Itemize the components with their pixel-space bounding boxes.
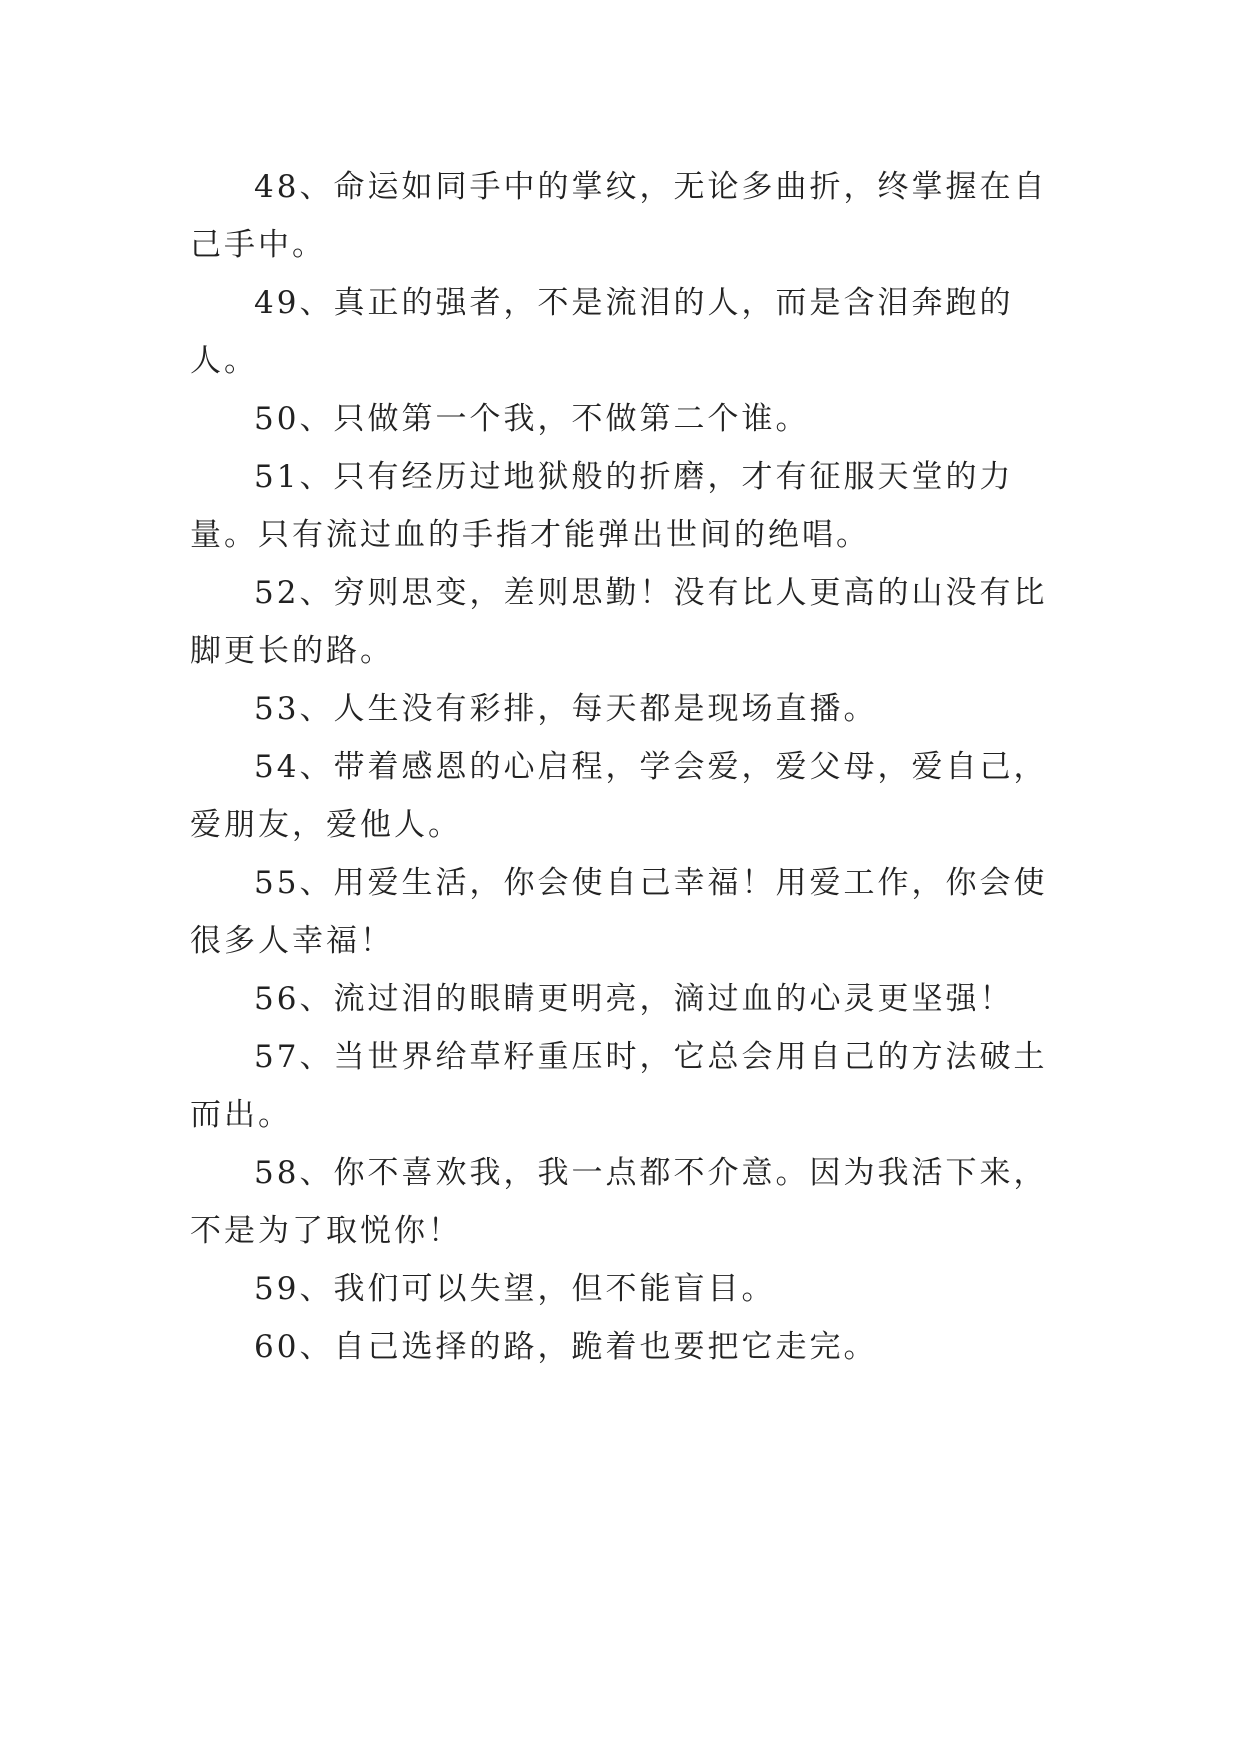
quote-55: 55、用爱生活，你会使自己幸福！用爱工作，你会使很多人幸福！ <box>190 865 1048 959</box>
quote-56: 56、流过泪的眼睛更明亮，滴过血的心灵更坚强！ <box>254 981 1014 1017</box>
quote-57: 57、当世界给草籽重压时，它总会用自己的方法破土而出。 <box>190 1039 1048 1133</box>
quote-49: 49、真正的强者，不是流泪的人，而是含泪奔跑的人。 <box>190 285 1014 379</box>
quote-54: 54、带着感恩的心启程，学会爱，爱父母，爱自己，爱朋友，爱他人。 <box>190 749 1048 843</box>
quote-51: 51、只有经历过地狱般的折磨，才有征服天堂的力量。只有流过血的手指才能弹出世间的绝唱。 <box>190 459 1014 553</box>
quote-59: 59、我们可以失望，但不能盲目。 <box>254 1271 776 1307</box>
quote-50: 50、只做第一个我，不做第二个谁。 <box>254 401 810 437</box>
quote-58: 58、你不喜欢我，我一点都不介意。因为我活下来，不是为了取悦你！ <box>190 1155 1048 1249</box>
quote-list <box>190 158 1052 1376</box>
quote-52: 52、穷则思变，差则思勤！没有比人更高的山没有比脚更长的路。 <box>190 575 1048 669</box>
quote-48: 48、命运如同手中的掌纹，无论多曲折，终掌握在自己手中。 <box>190 169 1048 263</box>
quote-53: 53、人生没有彩排，每天都是现场直播。 <box>254 691 878 727</box>
quote-60: 60、自己选择的路，跪着也要把它走完。 <box>254 1329 878 1365</box>
